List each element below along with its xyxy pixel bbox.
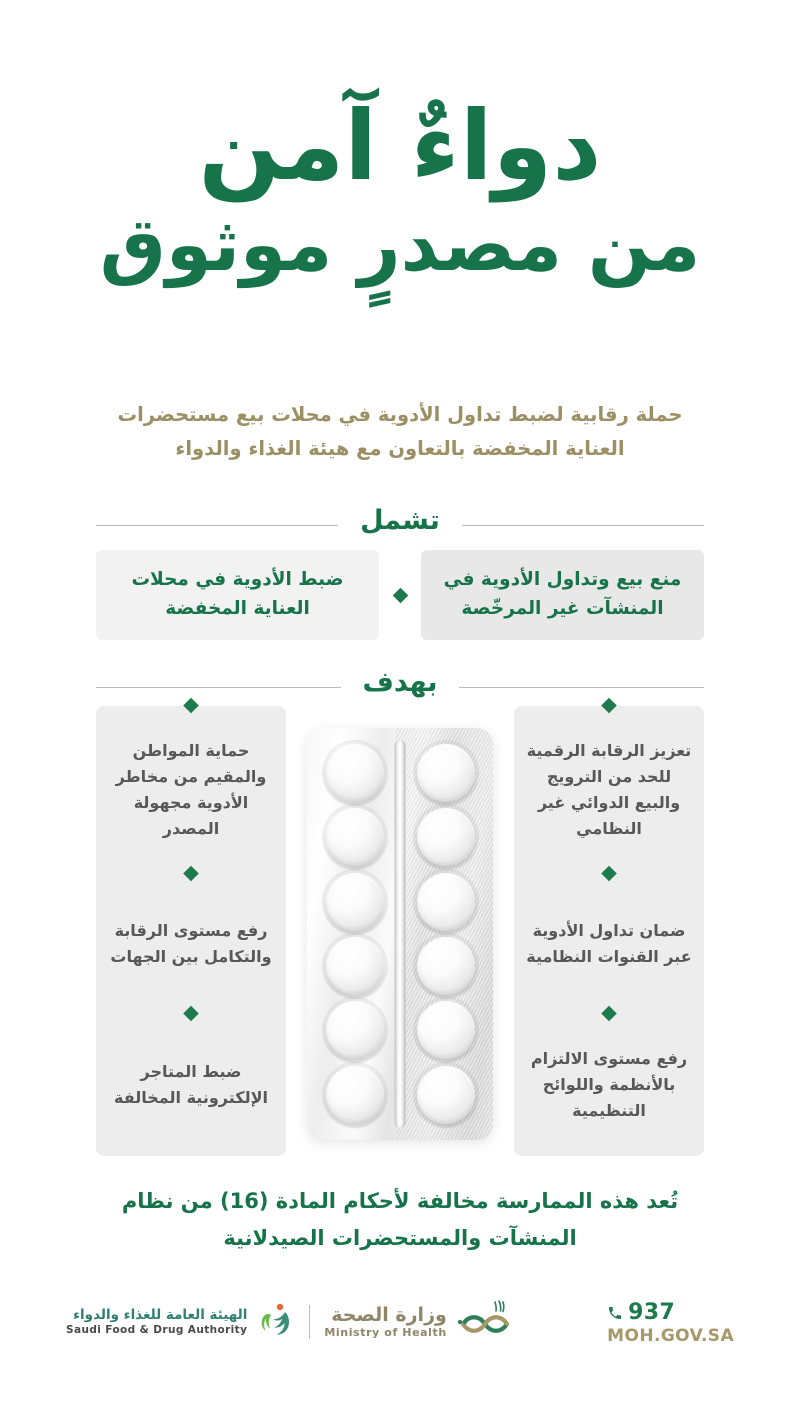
sfda-emblem-icon: [255, 1301, 295, 1343]
phone-number[interactable]: 937: [628, 1300, 675, 1325]
tablet: [326, 873, 384, 931]
sfda-logo-text: [66, 1307, 247, 1338]
blister-pack-image: [307, 728, 493, 1140]
moh-logo-arabic: وزارة الصحة: [331, 1303, 447, 1326]
tablet: [326, 1001, 384, 1059]
moh-logo-text: [324, 1305, 446, 1340]
blister-perforation-line: [395, 740, 406, 1128]
tablet: [417, 744, 475, 802]
moh-emblem-icon: [455, 1300, 517, 1344]
tablet: [417, 808, 475, 866]
goals-column-left: [96, 706, 286, 1156]
tablet: [326, 808, 384, 866]
phone-icon: [607, 1305, 623, 1321]
goals-column-right: [514, 706, 704, 1156]
goal-card: ضمان تداول الأدوية عبر القنوات النظامية: [514, 874, 704, 1014]
goal-card: تعزيز الرقابة الرقمية للحد من الترويج والبيع الدوائي غير النظامي: [514, 706, 704, 874]
sfda-logo-english: Saudi Food & Drug Authority: [66, 1323, 248, 1336]
section-divider-goals: [96, 667, 704, 703]
moh-logo: [324, 1300, 516, 1344]
goal-card: رفع مستوى الرقابة والتكامل بين الجهات: [96, 874, 286, 1014]
divider-rule-right: [462, 525, 704, 526]
section-divider-includes: [96, 505, 704, 541]
blister-foil: [307, 728, 493, 1140]
footer: [0, 1300, 800, 1380]
section-label-includes: تشمل: [360, 505, 440, 536]
goal-card: رفع مستوى الالتزام بالأنظمة واللوائح التنظيمية: [514, 1014, 704, 1156]
moh-logo-english: Ministry of Health: [324, 1326, 447, 1340]
contact-block: [607, 1300, 734, 1346]
tablet: [326, 1066, 384, 1124]
include-item-2: منع بيع وتداول الأدوية في المنشآت غير المرخّصة: [421, 550, 704, 640]
includes-row: [96, 550, 704, 640]
website-url[interactable]: MOH.GOV.SA: [607, 1326, 734, 1346]
divider-rule-left: [96, 687, 341, 688]
logos-block: [66, 1300, 517, 1344]
sfda-logo: [66, 1301, 295, 1343]
include-separator: [379, 550, 421, 640]
logo-divider: [309, 1305, 310, 1339]
legal-notice: تُعد هذه الممارسة مخالفة لأحكام المادة (16) من نظام المنشآت والمستحضرات الصيدلانية: [121, 1189, 679, 1250]
tablet: [417, 1001, 475, 1059]
page-title: [0, 90, 800, 288]
diamond-bullet-icon: [392, 587, 408, 603]
tablet: [326, 744, 384, 802]
sfda-logo-arabic: الهيئة العامة للغذاء والدواء: [73, 1306, 248, 1323]
divider-rule-left: [96, 525, 338, 526]
section-label-goals: بهدف: [362, 667, 438, 698]
tablet: [326, 937, 384, 995]
subtitle: حملة رقابية لضبط تداول الأدوية في محلات بيع مستحضرات العناية المخفضة بالتعاون مع هيئة الغذاء والدواء: [117, 403, 683, 460]
tablet: [417, 873, 475, 931]
tablet: [417, 937, 475, 995]
tablet: [417, 1066, 475, 1124]
goal-card: ضبط المتاجر الإلكترونية المخالفة: [96, 1014, 286, 1156]
title-line-2: من مصدرٍ موثوق: [99, 201, 701, 288]
title-line-1: دواءٌ آمن: [198, 90, 602, 202]
phone-row: [607, 1300, 675, 1325]
include-item-1: ضبط الأدوية في محلات العناية المخفضة: [96, 550, 379, 640]
divider-rule-right: [459, 687, 704, 688]
goal-card: حماية المواطن والمقيم من مخاطر الأدوية مجهولة المصدر: [96, 706, 286, 874]
